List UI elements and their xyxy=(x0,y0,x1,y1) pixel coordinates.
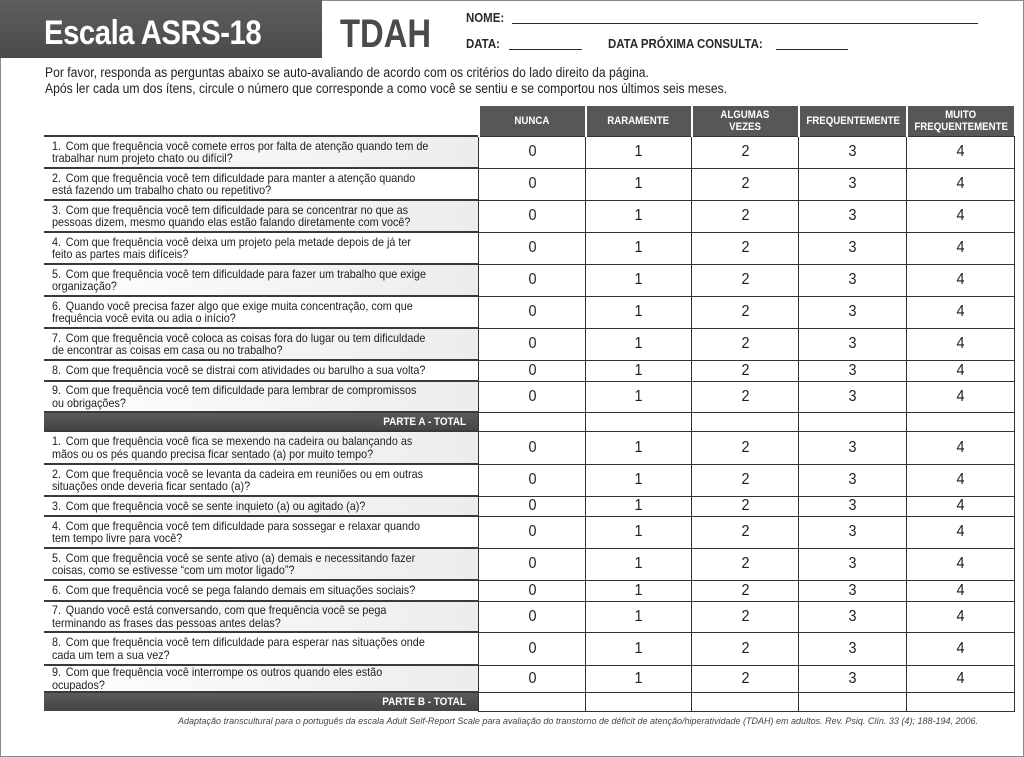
option-2[interactable]: 2 xyxy=(692,496,799,516)
table-row xyxy=(44,232,1014,264)
table-row xyxy=(44,632,1014,665)
table-row xyxy=(44,496,1014,516)
question-b3: 3. Com que frequência você se sente inquieto (a) ou agitado (a)? xyxy=(44,496,479,516)
option-0[interactable]: 0 xyxy=(479,548,586,580)
option-0[interactable]: 0 xyxy=(479,168,586,200)
option-1[interactable]: 1 xyxy=(586,601,692,632)
option-2[interactable]: 2 xyxy=(692,665,799,692)
option-2[interactable]: 2 xyxy=(692,431,799,464)
option-1[interactable]: 1 xyxy=(586,431,692,464)
option-0[interactable]: 0 xyxy=(479,381,586,412)
page-title: Escala ASRS-18 xyxy=(44,14,262,52)
option-0[interactable]: 0 xyxy=(479,601,586,632)
option-4[interactable]: 4 xyxy=(907,516,1014,548)
question-b2: 2. Com que frequência você se levanta da cadeira em reuniões ou em outras situações onde deveria ficar sentado (a)? xyxy=(44,464,479,496)
option-0[interactable]: 0 xyxy=(479,264,586,296)
option-4[interactable]: 4 xyxy=(907,548,1014,580)
option-2[interactable]: 2 xyxy=(692,136,799,168)
question-a8: 8. Com que frequência você se distrai com atividades ou barulho a sua volta? xyxy=(44,360,479,381)
part-b-total-row xyxy=(44,692,1014,711)
option-3[interactable]: 3 xyxy=(799,632,907,665)
part-a-total-row xyxy=(44,412,1014,431)
option-2[interactable]: 2 xyxy=(692,296,799,328)
question-b8: 8. Com que frequência você tem dificuldade para esperar nas situações onde cada um tem a sua vez? xyxy=(44,632,479,665)
question-b6: 6. Com que frequência você se pega falando demais em situações sociais? xyxy=(44,580,479,601)
next-date-field[interactable] xyxy=(776,49,848,50)
column-header-frequentemente: FREQUENTEMENTE xyxy=(799,106,907,136)
table-row xyxy=(44,464,1014,496)
option-3[interactable]: 3 xyxy=(799,328,907,360)
option-2[interactable]: 2 xyxy=(692,360,799,381)
column-header-raramente: RARAMENTE xyxy=(586,106,692,136)
option-4[interactable]: 4 xyxy=(907,431,1014,464)
option-1[interactable]: 1 xyxy=(586,548,692,580)
option-2[interactable]: 2 xyxy=(692,381,799,412)
option-0[interactable]: 0 xyxy=(479,296,586,328)
instructions-line-2: Após ler cada um dos ítens, circule o número que corresponde a como você se sentiu e se comportou nos últimos seis meses. xyxy=(45,81,728,96)
option-0[interactable]: 0 xyxy=(479,464,586,496)
option-3[interactable]: 3 xyxy=(799,264,907,296)
citation-footnote: Adaptação transcultural para o português da escala Adult Self-Report Scale para avaliação do transtorno de déficit de atenção/hiperatividade (TDAH) em adultos. Rev. Psiq. Clín. 33 (4); 188-194, 2006. xyxy=(178,716,978,726)
question-a3: 3. Com que frequência você tem dificuldade para se concentrar no que as pessoas dizem, mesmo quando elas estão falando diretamente com você? xyxy=(44,200,479,232)
option-0[interactable]: 0 xyxy=(479,496,586,516)
option-1[interactable]: 1 xyxy=(586,296,692,328)
column-header-algumas-vezes: ALGUMAS VEZES xyxy=(692,106,799,136)
option-3[interactable]: 3 xyxy=(799,136,907,168)
option-2[interactable]: 2 xyxy=(692,632,799,665)
part-a-total-1[interactable] xyxy=(586,412,692,431)
response-grid xyxy=(44,106,1015,712)
option-3[interactable]: 3 xyxy=(799,296,907,328)
option-1[interactable]: 1 xyxy=(586,665,692,692)
option-4[interactable]: 4 xyxy=(907,264,1014,296)
option-2[interactable]: 2 xyxy=(692,200,799,232)
option-1[interactable]: 1 xyxy=(586,264,692,296)
part-a-total-4[interactable] xyxy=(907,412,1014,431)
table-row xyxy=(44,580,1014,601)
page-subtitle: TDAH xyxy=(340,12,432,56)
question-a9: 9. Com que frequência você tem dificuldade para lembrar de compromissos ou obrigações? xyxy=(44,381,479,412)
option-3[interactable]: 3 xyxy=(799,200,907,232)
question-a4: 4. Com que frequência você deixa um projeto pela metade depois de já ter feito as partes mais difíceis? xyxy=(44,232,479,264)
option-3[interactable]: 3 xyxy=(799,360,907,381)
date-field[interactable] xyxy=(509,49,582,50)
option-3[interactable]: 3 xyxy=(799,381,907,412)
question-a7: 7. Com que frequência você coloca as coisas fora do lugar ou tem dificuldade de encontrar as coisas em casa ou no trabalho? xyxy=(44,328,479,360)
question-b5: 5. Com que frequência você se sente ativo (a) demais e necessitando fazer coisas, como se estivesse “com um motor ligado”? xyxy=(44,548,479,580)
option-2[interactable]: 2 xyxy=(692,328,799,360)
option-4[interactable]: 4 xyxy=(907,665,1014,692)
question-a2: 2. Com que frequência você tem dificuldade para manter a atenção quando está fazendo um trabalho chato ou repetitivo? xyxy=(44,168,479,200)
option-3[interactable]: 3 xyxy=(799,665,907,692)
option-4[interactable]: 4 xyxy=(907,232,1014,264)
option-3[interactable]: 3 xyxy=(799,580,907,601)
table-row xyxy=(44,601,1014,632)
table-row xyxy=(44,548,1014,580)
option-4[interactable]: 4 xyxy=(907,580,1014,601)
question-b9: 9. Com que frequência você interrompe os outros quando eles estão ocupados? xyxy=(44,665,479,692)
option-0[interactable]: 0 xyxy=(479,665,586,692)
option-3[interactable]: 3 xyxy=(799,431,907,464)
option-4[interactable]: 4 xyxy=(907,328,1014,360)
option-4[interactable]: 4 xyxy=(907,296,1014,328)
option-3[interactable]: 3 xyxy=(799,496,907,516)
table-row xyxy=(44,431,1014,464)
option-2[interactable]: 2 xyxy=(692,516,799,548)
question-a5: 5. Com que frequência você tem dificuldade para fazer um trabalho que exige organização? xyxy=(44,264,479,296)
option-0[interactable]: 0 xyxy=(479,580,586,601)
part-b-total-0[interactable] xyxy=(479,692,586,711)
column-header-nunca: NUNCA xyxy=(479,106,586,136)
option-1[interactable]: 1 xyxy=(586,136,692,168)
part-a-total-3[interactable] xyxy=(799,412,907,431)
table-row xyxy=(44,328,1014,360)
option-0[interactable]: 0 xyxy=(479,136,586,168)
part-b-total-label: PARTE B - TOTAL xyxy=(44,692,479,711)
option-4[interactable]: 4 xyxy=(907,168,1014,200)
table-row xyxy=(44,264,1014,296)
option-2[interactable]: 2 xyxy=(692,601,799,632)
part-b-total-3[interactable] xyxy=(799,692,907,711)
option-2[interactable]: 2 xyxy=(692,464,799,496)
option-1[interactable]: 1 xyxy=(586,168,692,200)
option-2[interactable]: 2 xyxy=(692,580,799,601)
option-1[interactable]: 1 xyxy=(586,632,692,665)
name-label: NOME: xyxy=(466,10,505,25)
option-2[interactable]: 2 xyxy=(692,232,799,264)
part-b-total-2[interactable] xyxy=(692,692,799,711)
option-3[interactable]: 3 xyxy=(799,601,907,632)
part-b-total-1[interactable] xyxy=(586,692,692,711)
option-0[interactable]: 0 xyxy=(479,632,586,665)
option-0[interactable]: 0 xyxy=(479,431,586,464)
option-3[interactable]: 3 xyxy=(799,232,907,264)
option-3[interactable]: 3 xyxy=(799,516,907,548)
option-3[interactable]: 3 xyxy=(799,464,907,496)
option-4[interactable]: 4 xyxy=(907,360,1014,381)
option-4[interactable]: 4 xyxy=(907,632,1014,665)
option-1[interactable]: 1 xyxy=(586,200,692,232)
option-2[interactable]: 2 xyxy=(692,548,799,580)
option-0[interactable]: 0 xyxy=(479,328,586,360)
option-1[interactable]: 1 xyxy=(586,464,692,496)
option-4[interactable]: 4 xyxy=(907,381,1014,412)
table-row xyxy=(44,516,1014,548)
option-1[interactable]: 1 xyxy=(586,496,692,516)
question-b1: 1. Com que frequência você fica se mexendo na cadeira ou balançando as mãos ou os pés quando precisa ficar sentado (a) por muito tempo? xyxy=(44,431,479,464)
option-2[interactable]: 2 xyxy=(692,264,799,296)
table-row xyxy=(44,665,1014,692)
option-2[interactable]: 2 xyxy=(692,168,799,200)
instructions-line-1: Por favor, responda as perguntas abaixo se auto-avaliando de acordo com os critérios do lado direito da página. xyxy=(45,65,649,80)
question-b7: 7. Quando você está conversando, com que frequência você se pega terminando as frases das pessoas antes delas? xyxy=(44,601,479,632)
option-4[interactable]: 4 xyxy=(907,601,1014,632)
table-row xyxy=(44,168,1014,200)
option-4[interactable]: 4 xyxy=(907,200,1014,232)
option-3[interactable]: 3 xyxy=(799,168,907,200)
option-3[interactable]: 3 xyxy=(799,548,907,580)
option-1[interactable]: 1 xyxy=(586,516,692,548)
part-b-total-4[interactable] xyxy=(907,692,1014,711)
option-1[interactable]: 1 xyxy=(586,381,692,412)
option-4[interactable]: 4 xyxy=(907,464,1014,496)
option-0[interactable]: 0 xyxy=(479,232,586,264)
table-row xyxy=(44,296,1014,328)
name-field[interactable] xyxy=(512,23,978,24)
option-1[interactable]: 1 xyxy=(586,580,692,601)
option-4[interactable]: 4 xyxy=(907,496,1014,516)
table-row xyxy=(44,360,1014,381)
option-0[interactable]: 0 xyxy=(479,360,586,381)
part-a-total-0[interactable] xyxy=(479,412,586,431)
option-0[interactable]: 0 xyxy=(479,200,586,232)
date-label: DATA: xyxy=(466,36,500,51)
question-a1: 1. Com que frequência você comete erros por falta de atenção quando tem de trabalhar num projeto chato ou difícil? xyxy=(44,136,479,168)
table-row xyxy=(44,200,1014,232)
title-band xyxy=(0,0,322,58)
option-1[interactable]: 1 xyxy=(586,360,692,381)
question-column-header xyxy=(44,106,479,136)
option-1[interactable]: 1 xyxy=(586,232,692,264)
part-a-total-label: PARTE A - TOTAL xyxy=(44,412,479,431)
table-row xyxy=(44,136,1014,168)
part-a-total-2[interactable] xyxy=(692,412,799,431)
table-row xyxy=(44,381,1014,412)
option-1[interactable]: 1 xyxy=(586,328,692,360)
option-0[interactable]: 0 xyxy=(479,516,586,548)
column-header-muito-frequentemente: MUITO FREQUENTEMENTE xyxy=(907,106,1014,136)
question-a6: 6. Quando você precisa fazer algo que exige muita concentração, com que frequência você evita ou adia o início? xyxy=(44,296,479,328)
question-b4: 4. Com que frequência você tem dificuldade para sossegar e relaxar quando tem tempo livre para você? xyxy=(44,516,479,548)
option-4[interactable]: 4 xyxy=(907,136,1014,168)
next-date-label: DATA PRÓXIMA CONSULTA: xyxy=(608,36,763,51)
